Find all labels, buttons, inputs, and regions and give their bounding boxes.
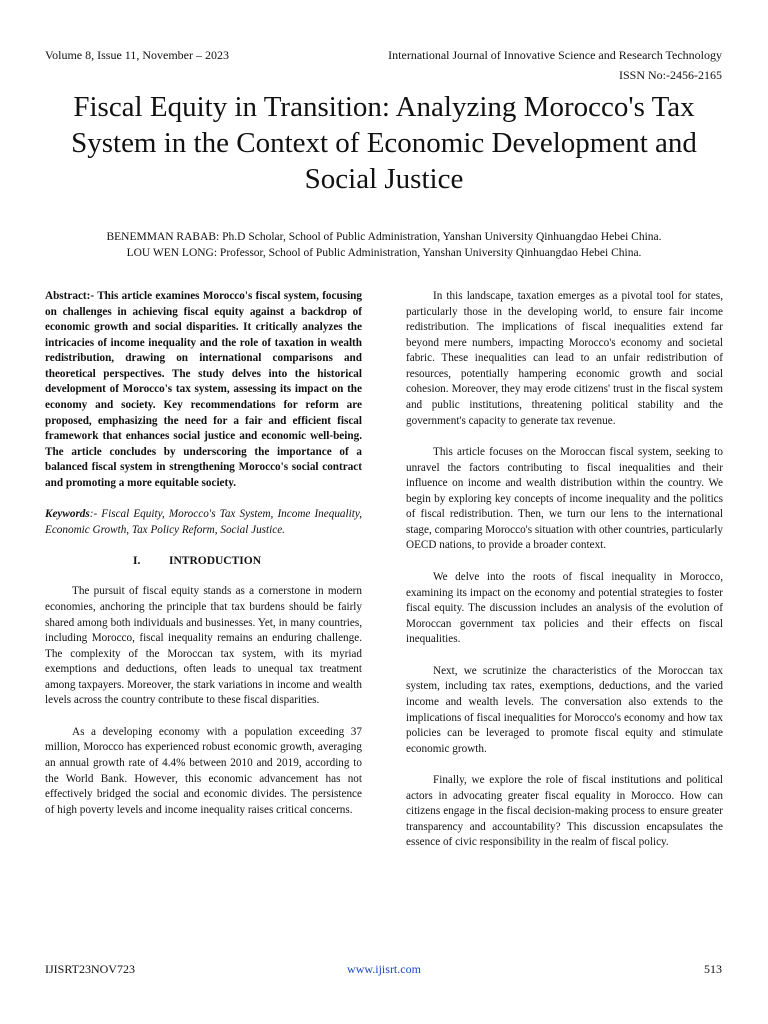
journal-name: International Journal of Innovative Science and Research Technology [388, 48, 722, 62]
body-paragraph-1: In this landscape, taxation emerges as a pivotal tool for states, particularly those in the developing world, to ensure fair income redistribution. The implications of fiscal inequalities extend far beyond mere numbers, impacting Morocco's economy and societal fabric. These inequalities can lead to an unfair redistribution of resources, potentially hampering economic growth and social cohesion. Moreover, they may erode citizens' trust in the fiscal system and public institutions, threatening political stability and the government's capacity to generate tax revenue. [406, 290, 723, 427]
website-link[interactable]: www.ijisrt.com [347, 962, 421, 976]
intro-paragraph-1: The pursuit of fiscal equity stands as a cornerstone in modern economies, anchoring the principle that tax burdens should be fairly shared among both individuals and businesses. Yet, in many countries, including Morocco, fiscal inequality remains an enduring challenge. The complexity of the Moroccan tax system, with its myriad exemptions and deductions, often leads to unequal tax treatment among taxpayers. Moreover, the stark variations in income and wealth levels across the country contribute to these fiscal disparities. [45, 585, 362, 707]
body-paragraph-2: This article focuses on the Moroccan fiscal system, seeking to unravel the factors contributing to fiscal inequalities and their influence on income and wealth distribution within the country. We begin by exploring key concepts of income inequality and the politics of fiscal redistribution. Then, we turn our lens to the international stage, comparing Morocco's situation with other countries, particularly OECD nations, to provide a broader context. [406, 446, 723, 552]
keywords [45, 507, 362, 538]
intro-paragraph-2: As a developing economy with a population exceeding 37 million, Morocco has experienced robust economic growth, averaging an annual growth rate of 4.4% between 2010 and 2019, according to the World Bank. However, this economic advancement has not effectively bridged the social and economic divides. The persistence of high poverty levels and income inequality raises critical concerns. [45, 725, 362, 816]
body-paragraph-5: Finally, we explore the role of fiscal institutions and political actors in advocating greater fiscal equality in Morocco. How can citizens engage in the fiscal decision-making process to ensure greater transparency and accountability? This discussion encapsulates the essence of civic responsibility in the realm of fiscal policy. [406, 774, 723, 849]
author-1: BENEMMAN RABAB: Ph.D Scholar, School of Public Administration, Yanshan University Qinhuangdao Hebei China. [106, 231, 662, 243]
paper-id: IJISRT23NOV723 [45, 962, 135, 976]
right-column [406, 289, 723, 867]
body-paragraph-3: We delve into the roots of fiscal inequality in Morocco, examining its impact on the economy and potential strategies to foster fiscal equity. The discussion includes an analysis of the evolution of Moroccan government tax policies and their effects on fiscal inequalities. [406, 571, 723, 646]
body-paragraph-4: Next, we scrutinize the characteristics of the Moroccan tax system, including tax rates, exemptions, deductions, and the varied income and wealth levels. The conversation also extends to the implications of fiscal inequalities for Morocco's economy and how tax policies can be leveraged to promote fiscal equity and stimulate economic growth. [406, 664, 723, 755]
author-block [40, 229, 728, 262]
abstract: Abstract:- This article examines Morocco's fiscal system, focusing on challenges in achieving fiscal equity against a backdrop of economic growth and social disparities. It critically analyzes the intricacies of income inequality and the role of taxation in wealth redistribution, drawing on international comparisons and theoretical perspectives. The study delves into the historical development of Morocco's tax system, assessing its impact on the economy and society. Key recommendations for reform are proposed, emphasizing the need for a fair and efficient fiscal framework that enhances social justice and economic well-being. The article concludes by underscoring the importance of a balanced fiscal system in strengthening Morocco's social contract and promoting a more equitable society. [45, 290, 362, 489]
paper-title: Fiscal Equity in Transition: Analyzing Morocco's Tax System in the Context of Economic Development and Social Justice [71, 91, 697, 195]
issn: ISSN No:-2456-2165 [618, 68, 722, 82]
keywords-label: Keywords [45, 508, 90, 521]
author-2: LOU WEN LONG: Professor, School of Public Administration, Yanshan University Qinhuangdao Hebei China. [126, 247, 642, 260]
keywords-text: :- Fiscal Equity, Morocco's Tax System, Income Inequality, Economic Growth, Tax Policy Reform, Social Justice. [45, 508, 362, 536]
page-number: 513 [704, 962, 722, 976]
section-title: INTRODUCTION [169, 555, 262, 568]
section-number: I. [133, 555, 141, 568]
volume-info: Volume 8, Issue 11, November – 2023 [45, 48, 229, 62]
left-column [45, 289, 362, 834]
section-heading [45, 554, 362, 570]
